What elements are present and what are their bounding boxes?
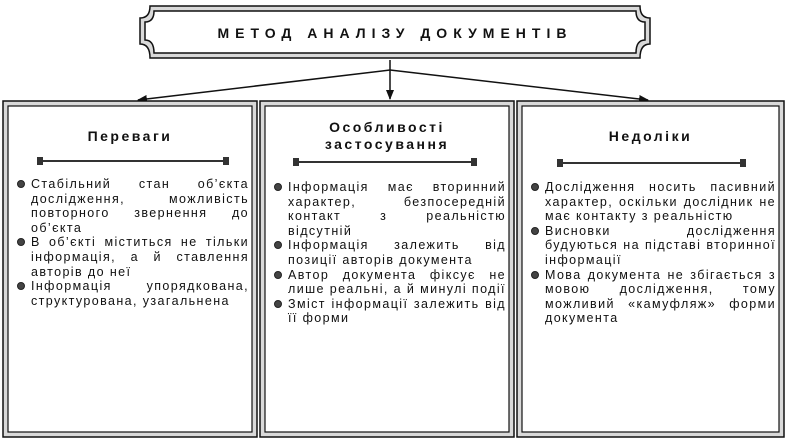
bullet-icon bbox=[531, 183, 539, 191]
diagram-title: МЕТОД АНАЛІЗУ ДОКУМЕНТІВ bbox=[217, 25, 573, 41]
bullet-icon bbox=[531, 227, 539, 235]
list-item: Висновки дослідження будуються на підставі вторинної інформації bbox=[531, 224, 776, 268]
panel-heading-features: Особливості застосування bbox=[324, 119, 450, 152]
list-item: Стабільний стан об’єкта дослідження, можливість повторного звернення до об’єкта bbox=[17, 177, 249, 235]
bullet-icon bbox=[274, 300, 282, 308]
list-item: Зміст інформації залежить від її форми bbox=[274, 297, 506, 326]
list-item: Автор документа фіксує не лише реальні, а й минулі події bbox=[274, 268, 506, 297]
list-item: Мова документа не збігається з мовою дослідження, тому можливий «камуфляж» форми документа bbox=[531, 268, 776, 326]
list-item: В об’єкті міститься не тільки інформація, а й ставлення авторів до неї bbox=[17, 235, 249, 279]
disadvantages-list bbox=[531, 180, 776, 326]
advantages-list bbox=[17, 177, 249, 308]
bullet-icon bbox=[17, 238, 25, 246]
panel-heading-advantages: Переваги bbox=[87, 128, 173, 144]
heading-underline bbox=[560, 162, 743, 164]
panel-advantages bbox=[3, 101, 257, 437]
bullet-icon bbox=[274, 271, 282, 279]
list-item: Інформація має вторинний характер, безпосередній контакт з реальністю відсутній bbox=[274, 180, 506, 238]
list-item: Інформація упорядкована, структурована, узагальнена bbox=[17, 279, 249, 308]
bullet-icon bbox=[274, 183, 282, 191]
panel-heading-disadvantages: Недоліки bbox=[608, 128, 693, 144]
list-item: Дослідження носить пасивний характер, оскільки дослідник не має контакту з реальністю bbox=[531, 180, 776, 224]
panel-features bbox=[260, 101, 514, 437]
connector-arrows bbox=[138, 60, 648, 100]
features-list bbox=[274, 180, 506, 326]
bullet-icon bbox=[274, 241, 282, 249]
bullet-icon bbox=[531, 271, 539, 279]
list-item: Інформація залежить від позиції авторів документа bbox=[274, 238, 506, 267]
panel-disadvantages bbox=[517, 101, 784, 437]
bullet-icon bbox=[17, 282, 25, 290]
heading-underline bbox=[40, 160, 226, 162]
arrow-left bbox=[138, 70, 390, 100]
heading-underline bbox=[296, 161, 474, 163]
bullet-icon bbox=[17, 180, 25, 188]
arrow-right bbox=[390, 70, 648, 100]
